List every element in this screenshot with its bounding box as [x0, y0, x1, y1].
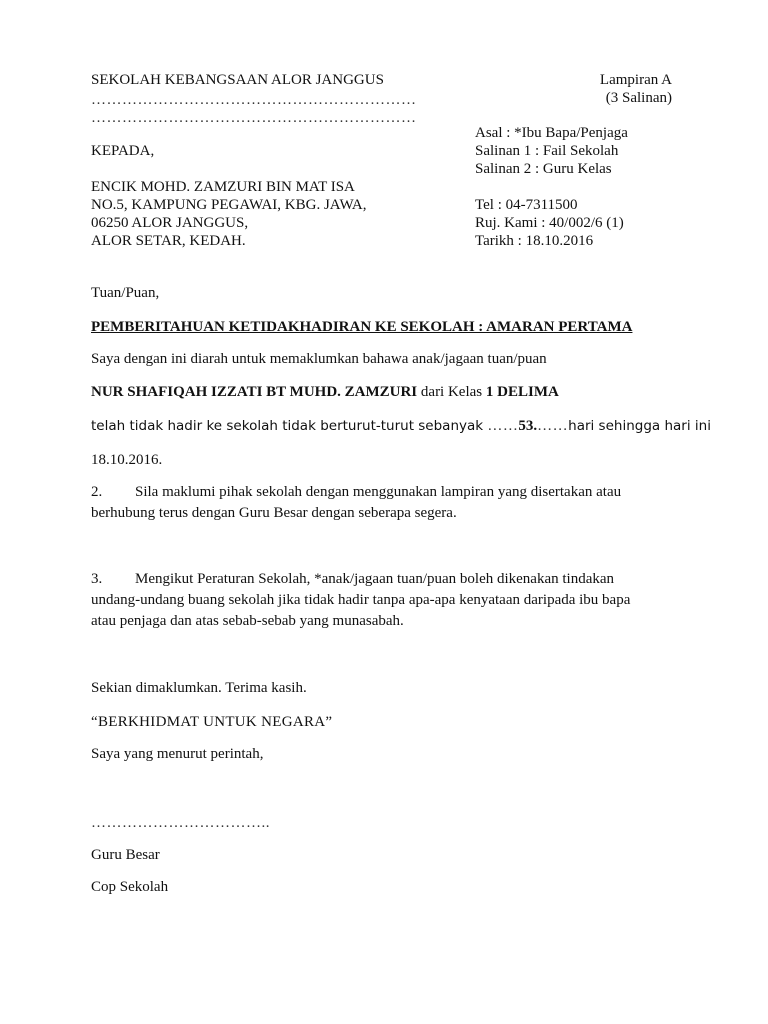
closing-line: Sekian dimaklumkan. Terima kasih. — [91, 680, 307, 696]
class-prefix: dari Kelas — [417, 384, 486, 400]
copy-1: Salinan 1 : Fail Sekolah — [475, 143, 619, 159]
recipient-address-line: 06250 ALOR JANGGUS, — [91, 215, 249, 231]
letter-subject: PEMBERITAHUAN KETIDAKHADIRAN KE SEKOLAH : AMARAN PERTAMA — [91, 319, 633, 335]
recipient-address-line: ALOR SETAR, KEDAH. — [91, 233, 246, 249]
absence-prefix: telah tidak hadir ke sekolah tidak berturut-turut sebanyak — [91, 418, 488, 434]
paragraph-text: Sila maklumi pihak sekolah dengan menggunakan lampiran yang disertakan atau berhubung terus dengan Guru Besar dengan seberapa segera. — [91, 484, 622, 521]
paragraph-3 — [91, 569, 651, 632]
absence-line — [91, 417, 711, 435]
paragraph-text: Mengikut Peraturan Sekolah, *anak/jagaan tuan/puan boleh dikenakan tindakan undang-undang buang sekolah jika tidak hadir tanpa apa-apa kenyataan daripada ibu bapa atau penjaga dan atas sebab-sebab yang munasabah. — [91, 571, 631, 629]
salutation: Tuan/Puan, — [91, 285, 160, 301]
to-label: KEPADA, — [91, 143, 155, 159]
absence-days: 53. — [518, 418, 538, 434]
paragraph-number: 3. — [91, 571, 103, 587]
copies-count: (3 Salinan) — [605, 90, 672, 106]
dotted-line: ……………………………………………………… — [91, 92, 417, 108]
signatory-title: Guru Besar — [91, 847, 160, 863]
intro-line: Saya dengan ini diarah untuk memaklumkan bahawa anak/jagaan tuan/puan — [91, 351, 547, 367]
motto: “BERKHIDMAT UNTUK NEGARA” — [91, 714, 333, 730]
telephone: Tel : 04-7311500 — [475, 197, 578, 213]
obedient-line: Saya yang menurut perintah, — [91, 746, 264, 762]
copy-original: Asal : *Ibu Bapa/Penjaga — [475, 125, 628, 141]
dotted-fill: …… — [487, 418, 519, 434]
dotted-fill: …… — [537, 418, 569, 434]
dotted-line: ……………………………………………………… — [91, 110, 417, 126]
class-name: 1 DELIMA — [485, 384, 559, 400]
signature-line: …………………………….. — [91, 815, 270, 831]
student-line — [91, 383, 559, 401]
reference-number: Ruj. Kami : 40/002/6 (1) — [475, 215, 624, 231]
recipient-address-line: NO.5, KAMPUNG PEGAWAI, KBG. JAWA, — [91, 197, 367, 213]
school-name: SEKOLAH KEBANGSAAN ALOR JANGGUS — [91, 72, 384, 88]
school-stamp-label: Cop Sekolah — [91, 879, 169, 895]
copy-2: Salinan 2 : Guru Kelas — [475, 161, 612, 177]
student-name: NUR SHAFIQAH IZZATI BT MUHD. ZAMZURI — [91, 384, 418, 400]
recipient-name: ENCIK MOHD. ZAMZURI BIN MAT ISA — [91, 179, 355, 195]
attachment-label: Lampiran A — [599, 72, 672, 88]
paragraph-number: 2. — [91, 484, 103, 500]
absence-date: 18.10.2016. — [91, 452, 163, 468]
letter-date: Tarikh : 18.10.2016 — [475, 233, 594, 249]
paragraph-2 — [91, 482, 651, 524]
absence-suffix: hari sehingga hari ini — [568, 418, 711, 434]
